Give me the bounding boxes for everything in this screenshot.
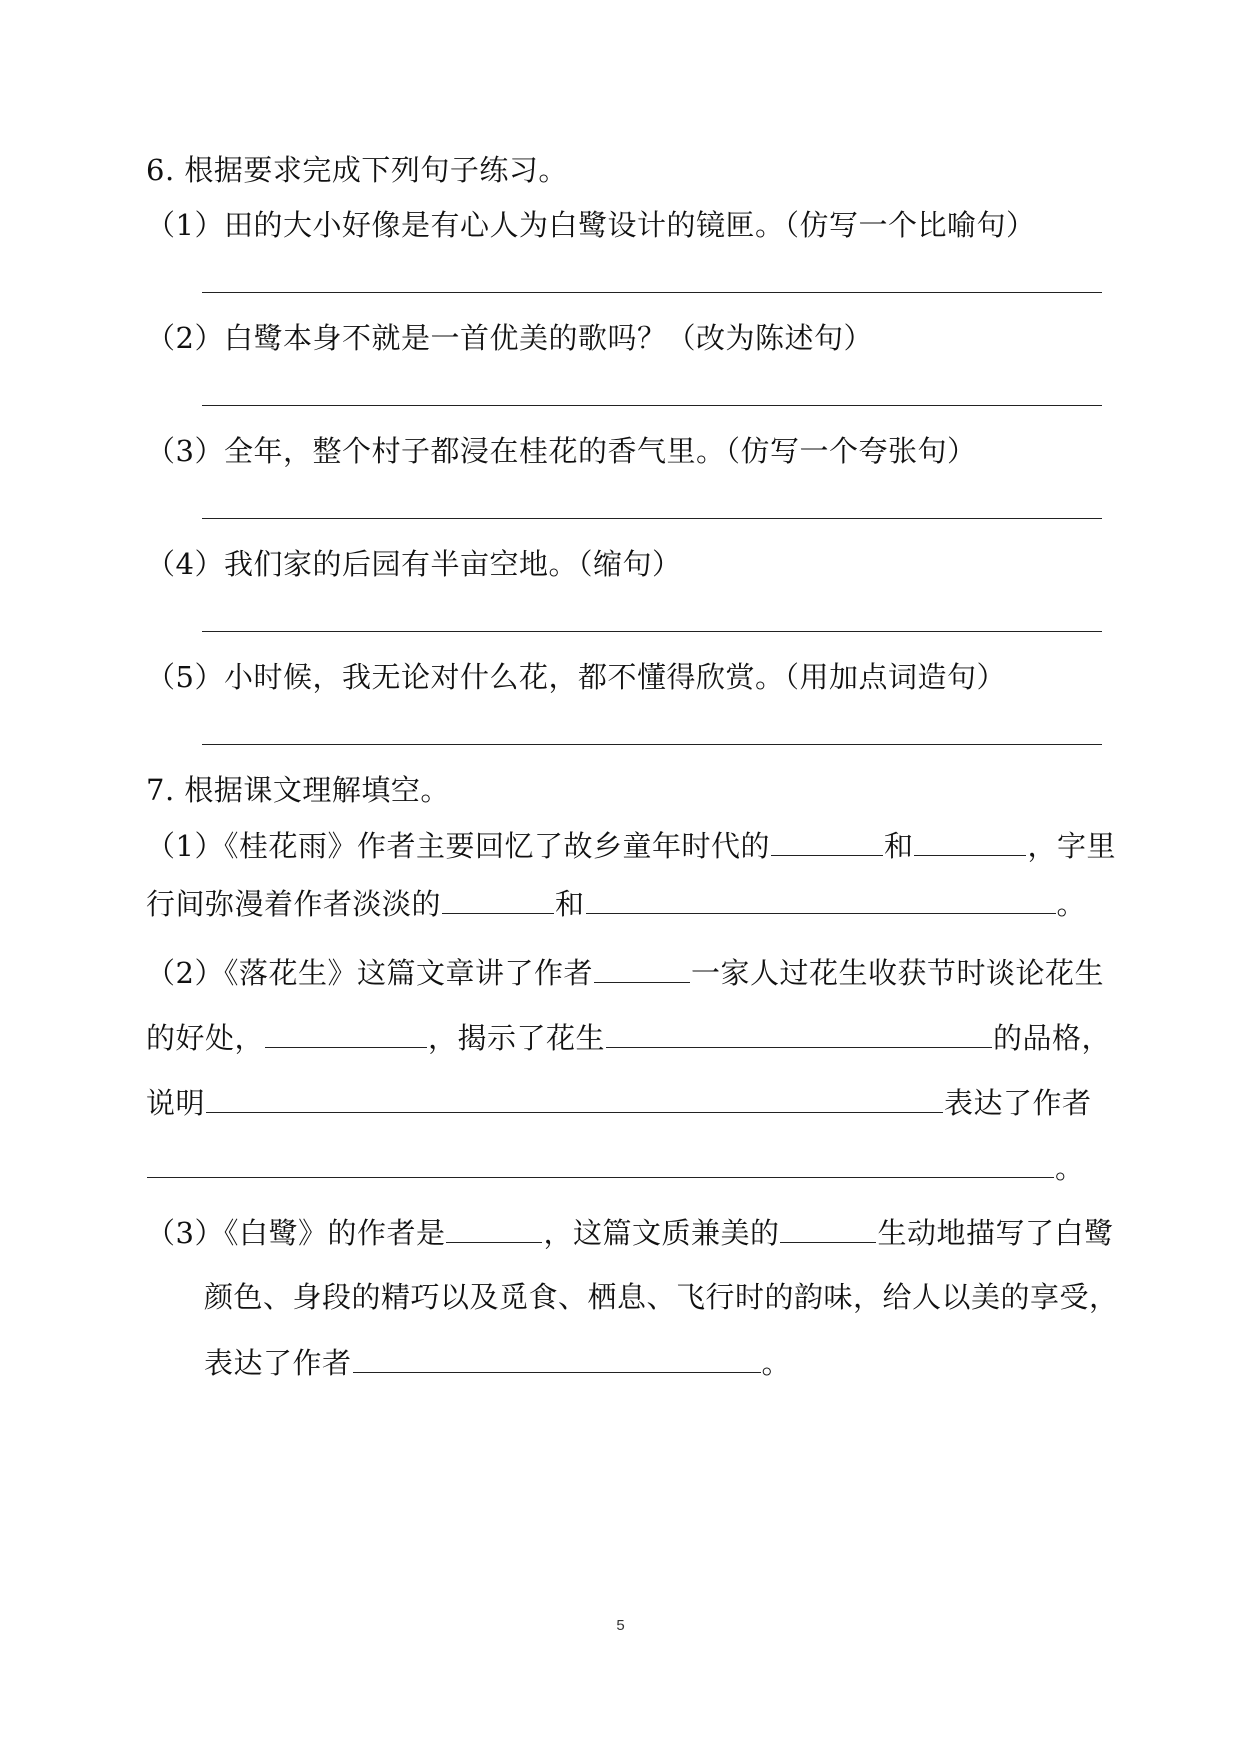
q7-2-blank-5[interactable] [147,1147,1054,1178]
q7-3-text-f: 。 [761,1346,792,1380]
answer-line-4[interactable] [202,631,1102,632]
q7-3-blank-3[interactable] [353,1342,761,1373]
q7-1-text-b: 和 [883,829,914,863]
q7-2-blank-1[interactable] [594,952,690,983]
answer-line-5[interactable] [202,744,1102,745]
q7-1-text-e: 和 [555,887,585,921]
q7-1-text-d: 行间弥漫着作者淡淡的 [146,887,442,921]
q7-3-text-b: ，这篇文质兼美的 [543,1216,780,1250]
q7-title: 7. 根据课文理解填空。 [146,773,450,807]
q7-3-blank-1[interactable] [446,1212,542,1243]
q7-2-text-b: 一家人过花生收获节时谈论花生 [690,956,1104,990]
q7-item-3-line-3 [204,1342,791,1382]
q7-1-blank-4[interactable] [586,883,1056,914]
q7-1-blank-1[interactable] [771,825,883,856]
q7-item-2-line-2 [146,1017,1111,1057]
q7-2-text-h: 。 [1055,1151,1085,1185]
q7-2-blank-3[interactable] [606,1017,992,1048]
q7-2-text-g: 表达了作者 [944,1086,1092,1120]
answer-line-1[interactable] [202,292,1102,293]
q7-2-text-f: 说明 [146,1086,206,1120]
q7-1-text-a: （1）《桂花雨》作者主要回忆了故乡童年时代的 [146,829,770,863]
q7-3-text-a: （3）《白鹭》的作者是 [146,1216,446,1250]
answer-line-2[interactable] [202,405,1102,406]
q7-1-text-c: ，字里 [1027,829,1116,863]
q6-item-4: （4）我们家的后园有半亩空地。（缩句） [146,547,682,581]
q7-2-text-e: 的品格， [993,1021,1112,1055]
q7-3-text-c: 生动地描写了白鹭 [877,1216,1114,1250]
q7-2-text-c: 的好处， [146,1021,265,1055]
q6-item-3: （3）全年，整个村子都浸在桂花的香气里。（仿写一个夸张句） [146,434,977,468]
q7-item-3-line-1 [146,1212,1113,1252]
q7-1-text-f: 。 [1056,887,1087,921]
q7-2-blank-2[interactable] [265,1017,427,1048]
q6-item-1: （1）田的大小好像是有心人为白鹭设计的镜匣。（仿写一个比喻句） [146,208,1036,242]
q7-3-text-e: 表达了作者 [204,1346,352,1380]
q7-item-3-line-2: 颜色、身段的精巧以及觅食、栖息、飞行时的韵味，给人以美的享受， [204,1280,1119,1314]
q7-item-2-line-3 [146,1082,1092,1122]
q7-3-blank-2[interactable] [780,1212,876,1243]
q7-item-1-line-1 [146,825,1116,865]
page-number: 5 [616,1617,625,1634]
q7-item-1-line-2 [146,883,1086,923]
q7-1-blank-3[interactable] [442,883,554,914]
q7-2-text-d: ，揭示了花生 [428,1021,606,1055]
q7-1-blank-2[interactable] [914,825,1026,856]
q7-2-text-a: （2）《落花生》这篇文章讲了作者 [146,956,593,990]
q6-item-5: （5）小时候，我无论对什么花，都不懂得欣赏。（用加点词造句） [146,660,1006,694]
q7-2-blank-4[interactable] [206,1082,943,1113]
q6-title: 6. 根据要求完成下列句子练习。 [146,153,568,187]
q7-item-2-line-1 [146,952,1104,992]
q7-item-2-line-4 [146,1147,1085,1187]
q6-item-2: （2）白鹭本身不就是一首优美的歌吗？（改为陈述句） [146,321,873,355]
answer-line-3[interactable] [202,518,1102,519]
